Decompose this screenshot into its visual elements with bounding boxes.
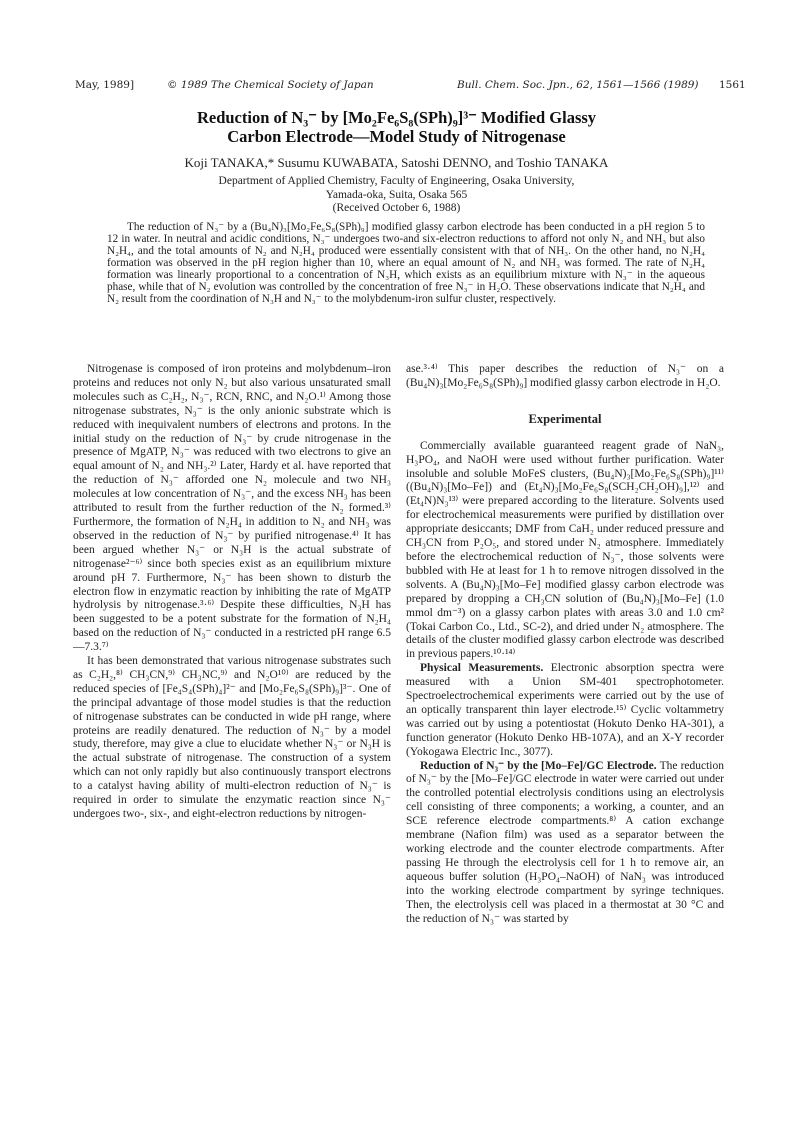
- reduction-text: The reduction of N₃⁻ by the [Mo–Fe]/GC electrode in water were carried out under the controlled potential electrolysis conditions using an electrolysis cell consisting of three components; a working, a counter, and an SCE reference electrode compartments.⁸⁾ A cation exchange membrane (Nafion film) was used as a separator between the working electrode and the counter electrode compartments. After passing He through the electrolysis cell for 1 h to remove air, an aqueous buffer solution (H₃PO₄–NaOH) of NaN₃ was introduced into the working electrode compartment by syringe techniques. Then, the electrolysis cell was placed in a thermostat at 30 °C and the reduction of N₃⁻ was started by: [406, 759, 724, 925]
- affiliation-line-1: Department of Applied Chemistry, Faculty of Engineering, Osaka University,: [218, 175, 575, 187]
- right-column: [406, 363, 724, 926]
- article-title: [70, 108, 723, 146]
- intro-paragraph-2: It has been demonstrated that various nitrogenase substrates such as C₂H₂,⁸⁾ CH₃CN,⁹⁾ CH₃NC,⁹⁾ and N₂O¹⁰⁾ are reduced by the reduced species of [Fe₄S₄(SPh)₄]²⁻ and [Mo₂Fe₆S₈(SPh)₉]³⁻. One of the principal advantage of those model studies is that the reduction of nitrogenase substrates can be conducted in wide pH range, where proteins are readily denatured. The reduction of N₃⁻ by a model study, therefore, may give a clue to elucidate whether N₃⁻ or N₃H is the actual substrate of nitrogenase. The construction of a system which can not only rapidly but also continuously transport electrons to a catalyst having ability of multi-electron reduction of N₃⁻ is required in order to simulate the enzymatic reaction since N₃⁻ undergoes two-, six-, and eight-electron reductions by nitrogen-: [73, 655, 391, 820]
- left-column: [73, 363, 391, 822]
- section-heading-experimental: Experimental: [528, 411, 602, 426]
- physical-measurements-paragraph: [406, 662, 724, 759]
- reduction-paragraph: [406, 760, 724, 927]
- title-line-1: Reduction of N₃⁻ by [Mo₂Fe₆S₈(SPh)₉]³⁻ Modified Glassy: [196, 108, 597, 127]
- issue-date: May, 1989]: [75, 79, 135, 91]
- copyright-notice: © 1989 The Chemical Society of Japan: [167, 79, 374, 91]
- journal-citation: Bull. Chem. Soc. Jpn., 62, 1561—1566 (1989): [457, 79, 699, 91]
- reduction-heading: Reduction of N₃⁻ by the [Mo–Fe]/GC Electrode.: [420, 759, 657, 772]
- abstract: The reduction of N₃⁻ by a (Bu₄N)₃[Mo₂Fe₆S₈(SPh)₉] modified glassy carbon electrode has been conducted in a pH region 5 to 12 in water. In neutral and acidic conditions, N₃⁻ undergoes two-and six-electron reductions to afford not only N₂ and NH₃ but also N₂H₄, and the total amounts of N₂ and N₂H₄ produced were essentially consistent with that of NH₃. On the other hand, no N₂H₄ formation was observed in the pH region higher than 10, where an equal amount of N₂ and NH₃ was formed. The rate of N₂H₄ formation was linearly proportional to a concentration of N₃H, which exists as an equilibrium mixture with N₃⁻ in the aqueous phase, while that of N₂ evolution was controlled by the concentration of free N₃⁻ in H₂O. These observations indicate that N₂H₄ and N₂ result from the coordination of N₃H and N₃⁻ to the molybdenum-iron sulfur cluster, respectively.: [107, 221, 705, 306]
- physical-measurements-heading: Physical Measurements.: [420, 662, 544, 675]
- materials-paragraph: Commercially available guaranteed reagent grade of NaN₃, H₃PO₄, and NaOH were used without further purification. Water insoluble and soluble MoFeS clusters, (Bu₄N)₃[Mo₂Fe₆S₈(SPh)₉]¹¹⁾ ((Bu₄N)₃[Mo–Fe]) and (Et₄N)₃[Mo₂Fe₆S₈(SCH₂CH₂OH)₉],¹²⁾ and (Et₄N)N₃¹³⁾ were prepared according to the literature. Solvents used for electrochemical measurements were purified by distillation over appropriate desiccants; DMF from CaH₂ under reduced pressure and CH₃CN from P₂O₅, and stored under N₂ atmosphere. Immediately before the electrochemical reduction of N₃⁻, those solvents were bubbled with He at least for 1 h to remove nitrogen dissolved in the solvents. A (Bu₄N)₃[Mo–Fe] modified glassy carbon electrode was prepared by dropping a CH₃CN solution of (Bu₄N)₃[Mo–Fe] (1.0 mmol dm⁻³) on a glassy carbon plates with areas 3.0 and 1.0 cm² (Tokai Carbon Co., Ltd., SC-2), and dried under N₂ atmosphere. The details of the cluster modified glassy carbon electrode was described in previous papers.¹⁰·¹⁴⁾: [406, 439, 724, 661]
- affiliation: [70, 175, 723, 216]
- intro-paragraph-3: ase.³·⁴⁾ This paper describes the reduction of N₃⁻ on a (Bu₄N)₃[Mo₂Fe₆S₈(SPh)₉] modified glassy carbon electrode in H₂O.: [406, 363, 724, 389]
- title-line-2: Carbon Electrode—Model Study of Nitrogenase: [227, 127, 566, 146]
- received-date: (Received October 6, 1988): [332, 202, 461, 214]
- intro-paragraph-1: Nitrogenase is composed of iron proteins and molybdenum–iron proteins and reduces not only N₂ but also various unsaturated small molecules such as C₂H₂, N₃⁻, RCN, RNC, and N₂O.¹⁾ Among those nitrogenase substrates, N₃⁻ is the only anionic substrate which is reduced with inequivalent numbers of electrons and protons. In the initial study on the reduction of N₃⁻ by crude nitrogenase in the presence of MgATP, N₃⁻ was reduced with two electrons to give an equal amount of N₂ and NH₃.²⁾ Later, Hardy et al. have reported that the reduction of N₃⁻ afforded one N₂ molecule and two NH₃ molecules at low concentration of N₃⁻, and the excess NH₃ has been attributed to result from the further reduction of the N₂ formed.³⁾ Furthermore, the formation of N₂H₄ in addition to N₂ and NH₃ was observed in the reduction of N₃⁻ by purified nitrogenase.⁴⁾ It has been argued whether N₃⁻ or N₃H is the actual substrate of nitrogenase²⁻⁶⁾ since both species exist as an equilibrium mixture around pH 7. Furthermore, N₃⁻ has been shown to disturb the electron flow in enzymatic reaction by inhibiting the rate of MgATP hydrolysis by nitrogenase.³·⁶⁾ Despite these difficulties, N₃H has been suggested to be a potent substrate for the formation of N₂H₄ based on the reduction of N₃⁻ conducted in a restricted pH range 6.5—7.3.⁷⁾: [73, 363, 391, 654]
- physical-measurements-text: Electronic absorption spectra were measured with a Union SM-401 spectrophotometer. Spectroelectrochemical experiments were carried out by the use of an optically transparent thin layer electrode.¹⁵⁾ Cyclic voltammetry was carried out by using a potentiostat (Hokuto Denko HA-301), a function generator (Hokuto Denko HB-107A), and an X-Y recorder (Yokogawa Electric Inc., 3077).: [406, 662, 725, 758]
- author-list: Koji TANAKA,* Susumu KUWABATA, Satoshi DENNO, and Toshio TANAKA: [184, 155, 609, 170]
- page-number: 1561: [719, 79, 746, 91]
- affiliation-line-2: Yamada-oka, Suita, Osaka 565: [325, 188, 468, 201]
